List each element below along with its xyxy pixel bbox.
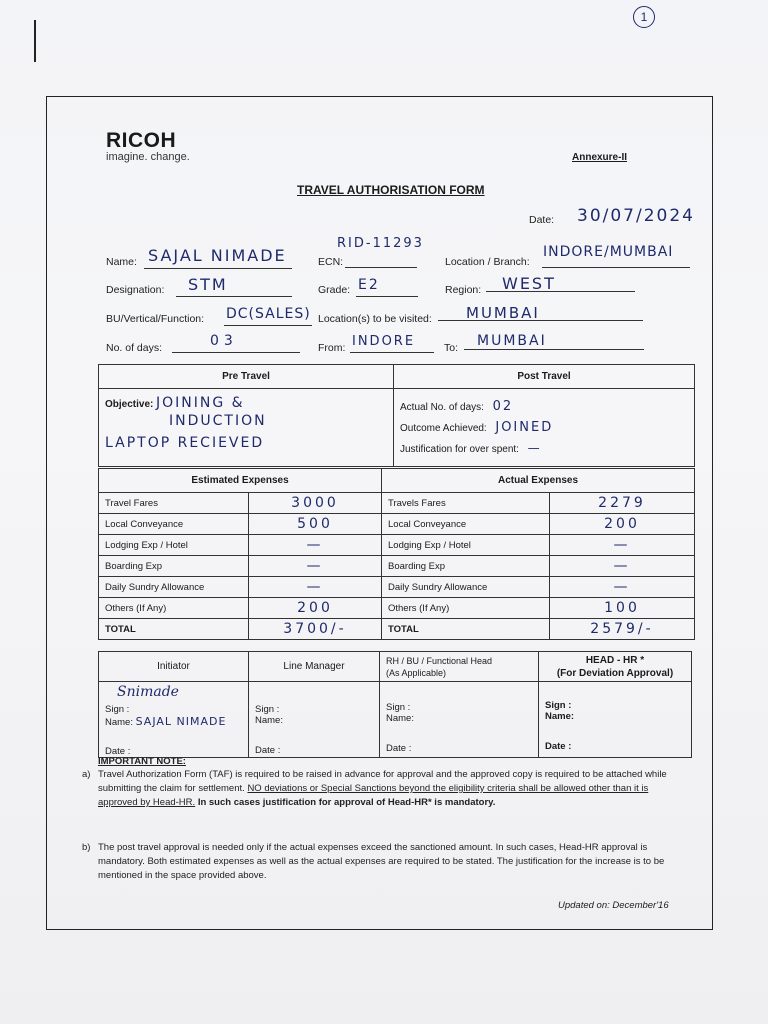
from-label: From: [318,342,346,354]
head-hr-sign-cell[interactable] [539,682,692,758]
justification-value: — [527,441,542,455]
objective-cell[interactable] [99,389,394,467]
initiator-header: Initiator [99,652,249,682]
updated-on: Updated on: December'16 [558,900,669,911]
expense-row [99,598,695,619]
travel-table [98,364,695,467]
est-total-label: TOTAL [99,619,249,640]
to-line [464,349,644,350]
hr-sign-label: Sign : [545,700,572,711]
objective-line-1: JOINING & [156,395,245,411]
bu-label: BU/Vertical/Function: [106,313,205,325]
note-a [98,768,690,810]
initiator-date-label: Date : [105,746,131,757]
actual-expenses-header: Actual Expenses [382,469,695,493]
date-label: Date: [529,214,555,226]
rh-header-line-1: RH / BU / Functional Head [386,655,493,666]
actual-days-value: 02 [492,399,514,414]
est-value[interactable]: 500 [249,514,382,535]
act-value[interactable]: 100 [550,598,695,619]
expense-total-row [99,619,695,640]
ricoh-logo: RICOH [106,129,177,152]
est-value[interactable]: 200 [249,598,382,619]
hr-date-label: Date : [545,741,572,752]
location-value[interactable]: INDORE/MUMBAI [543,244,674,260]
page-number: 1 [633,6,655,28]
form-title: TRAVEL AUTHORISATION FORM [297,183,485,197]
location-line [542,267,690,268]
important-note-title: IMPORTANT NOTE: [98,756,186,767]
pen-mark [34,20,36,62]
note-a-marker: a) [82,769,91,780]
ecn-value[interactable]: RID-11293 [337,236,424,251]
head-hr-line-2: (For Deviation Approval) [556,667,674,679]
grade-label: Grade: [318,284,351,296]
est-label: Boarding Exp [99,556,249,577]
designation-value[interactable]: STM [188,275,228,294]
days-value[interactable]: 03 [210,333,238,349]
est-label: Local Conveyance [99,514,249,535]
ecn-label: ECN: [318,256,344,268]
initiator-name-label: Name: [105,717,133,728]
est-value[interactable]: — [249,535,382,556]
designation-line [176,296,292,297]
days-label: No. of days: [106,342,163,354]
outcome-value: JOINED [495,420,554,435]
name-line [144,268,292,269]
grade-value[interactable]: E2 [358,277,380,293]
from-line [350,352,434,353]
pre-travel-header: Pre Travel [99,365,394,389]
name-label: Name: [106,256,137,268]
act-label: Travels Fares [382,493,550,514]
rh-name-label: Name: [386,713,414,724]
act-value[interactable]: 200 [550,514,695,535]
objective-label: Objective: [105,399,154,410]
line-manager-sign-cell[interactable] [249,682,380,758]
location-label: Location / Branch: [445,256,530,268]
region-value[interactable]: WEST [502,274,556,293]
outcome-label: Outcome Achieved: [400,423,487,434]
line-manager-header: Line Manager [249,652,380,682]
note-b-marker: b) [82,842,91,853]
act-total-value[interactable]: 2579/- [550,619,695,640]
est-label: Daily Sundry Allowance [99,577,249,598]
logo-tagline: imagine. change. [106,151,190,163]
act-label: Lodging Exp / Hotel [382,535,550,556]
bu-line [224,325,312,326]
head-hr-header [539,652,692,682]
expense-row [99,577,695,598]
objective-line-3: LAPTOP RECIEVED [105,435,265,451]
bu-value[interactable]: DC(SALES) [226,306,311,322]
ecn-line [345,267,417,268]
lm-date-label: Date : [255,745,281,756]
note-b-text: The post travel approval is needed only if the actual expenses exceed the sanctioned amount. In such cases, Head-HR approval is mandatory. Both estimated expenses as well as the actual expenses are required to be stated. The justification for the increase is to be mentioned in the space provided above. [98,842,665,881]
to-value[interactable]: MUMBAI [477,333,547,349]
act-value[interactable]: — [550,535,695,556]
date-value[interactable]: 30/07/2024 [577,206,695,226]
note-a-text-1: Travel Authorization Form (TAF) is required to be raised in advance for approval and the approved copy is required to be attached while submitting the claim for settlement. [98,769,667,794]
post-travel-cell[interactable] [394,389,695,467]
justification-label: Justification for over spent: [400,444,519,455]
rh-sign-label: Sign : [386,702,411,713]
rh-date-label: Date : [386,743,412,754]
head-hr-line-1: HEAD - HR * [585,654,645,666]
expense-row [99,556,695,577]
from-value[interactable]: INDORE [352,334,416,349]
hr-name-label: Name: [545,711,575,722]
act-value[interactable]: 2279 [550,493,695,514]
note-a-text-2: NO deviations or Special Sanctions beyond the eligibility criteria shall be allowed other than it is approved by Head-HR. [98,783,649,808]
est-label: Others (If Any) [99,598,249,619]
designation-label: Designation: [106,284,165,296]
initiator-name-value: SAJAL NIMADE [135,715,227,728]
actual-days-label: Actual No. of days: [400,402,484,413]
act-total-label: TOTAL [382,619,550,640]
objective-line-2: INDUCTION [169,413,267,429]
visit-label: Location(s) to be visited: [318,313,432,325]
rh-header-line-2: (As Applicable) [386,667,447,678]
lm-name-label: Name: [255,715,283,726]
annexure-label: Annexure-II [572,152,628,163]
act-value[interactable]: — [550,577,695,598]
est-label: Lodging Exp / Hotel [99,535,249,556]
expense-row [99,535,695,556]
est-label: Travel Fares [99,493,249,514]
rh-sign-cell[interactable] [380,682,539,758]
estimated-expenses-header: Estimated Expenses [99,469,382,493]
expense-row [99,493,695,514]
act-value[interactable]: — [550,556,695,577]
name-value[interactable]: SAJAL NIMADE [148,246,287,265]
act-label: Others (If Any) [382,598,550,619]
initiator-sign-label: Sign : [105,704,130,715]
approvals-table [98,651,692,758]
region-label: Region: [445,284,482,296]
initiator-sign-cell[interactable] [99,682,249,758]
act-label: Daily Sundry Allowance [382,577,550,598]
rh-header [380,652,539,682]
est-total-value[interactable]: 3700/- [249,619,382,640]
visit-value[interactable]: MUMBAI [466,304,540,322]
note-a-text-3: In such cases justification for approval of Head-HR* is mandatory. [197,797,496,808]
grade-line [356,296,418,297]
act-label: Local Conveyance [382,514,550,535]
days-line [172,352,300,353]
initiator-signature: Snimade [117,684,179,700]
est-value[interactable]: — [249,577,382,598]
est-value[interactable]: 3000 [249,493,382,514]
post-travel-header: Post Travel [394,365,695,389]
est-value[interactable]: — [249,556,382,577]
act-label: Boarding Exp [382,556,550,577]
expenses-table [98,468,695,640]
to-label: To: [444,342,459,354]
expense-row [99,514,695,535]
lm-sign-label: Sign : [255,704,280,715]
